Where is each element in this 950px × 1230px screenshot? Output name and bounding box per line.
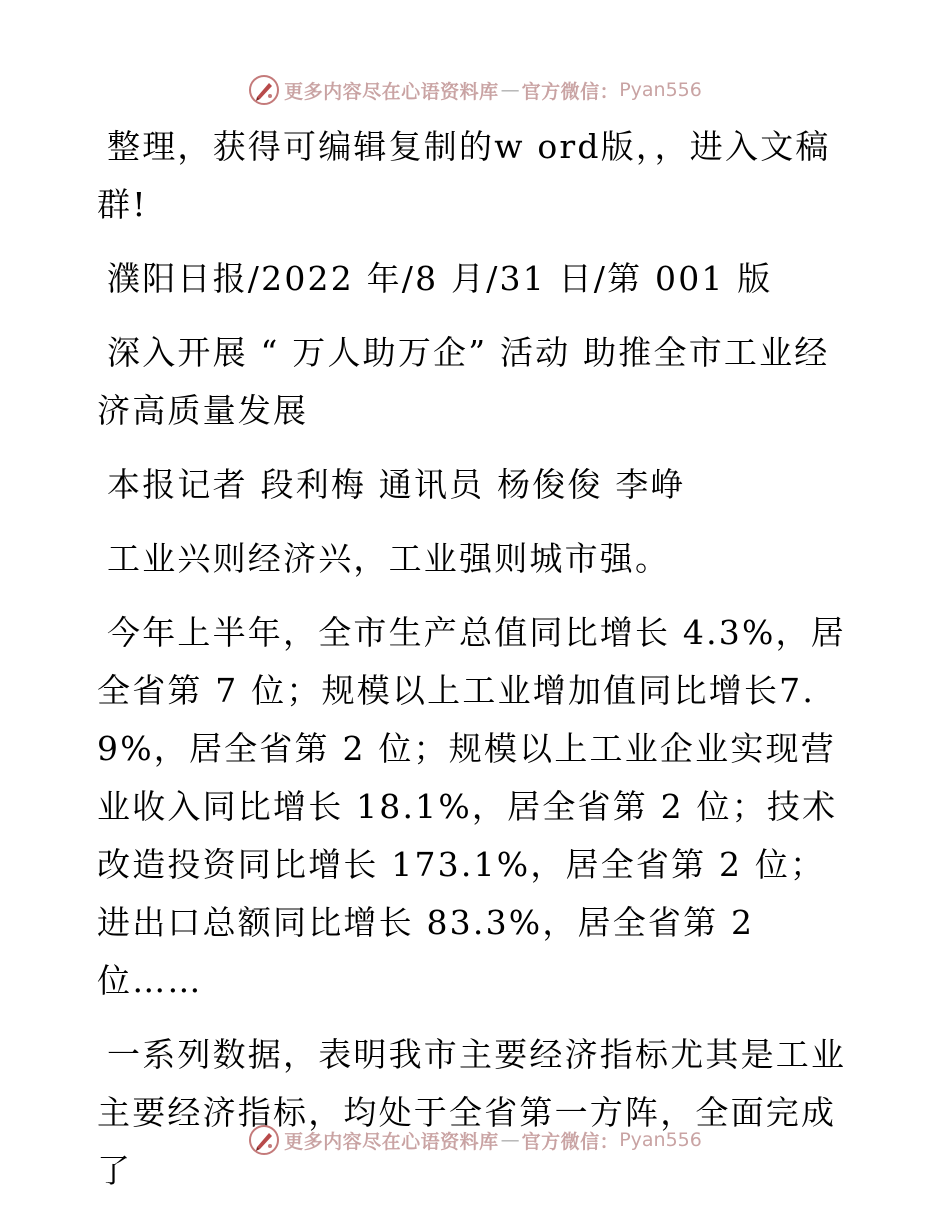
paragraph-statistics: 今年上半年，全市生产总值同比增长 4.3%，居全省第 7 位；规模以上工业增加值同比增长7.9%，居全省第 2 位；规模以上工业企业实现营业收入同比增长 18.1%，居全省第 2 位；技术改造投资同比增长 173.1%，居全省第 2 位；进出口总额同比增长 83.3%，居全省第 2 位…… — [97, 613, 846, 1000]
paragraph-source: 濮阳日报/2022 年/8 月/31 日/第 001 版 — [107, 259, 773, 298]
watermark-dash: — — [500, 1129, 520, 1151]
header-watermark — [0, 70, 950, 110]
document-body — [97, 118, 857, 1216]
pen-logo-icon — [248, 74, 280, 106]
article-title: 深入开展 “ 万人助万企” 活动 助推全市工业经济高质量发展 — [97, 333, 830, 430]
watermark-account: Pyan556 — [619, 79, 702, 101]
paragraph-lead: 工业兴则经济兴，工业强则城市强。 — [107, 539, 671, 578]
watermark-account: Pyan556 — [619, 1129, 702, 1151]
watermark-site-text: 更多内容尽在心语资料库 — [284, 80, 499, 103]
watermark-official-text: 官方微信： — [521, 80, 620, 103]
footer-watermark — [0, 1120, 950, 1160]
watermark-dash: — — [500, 79, 520, 101]
article-byline: 本报记者 段利梅 通讯员 杨俊俊 李峥 — [107, 465, 686, 504]
paragraph-intro: 整理，获得可编辑复制的w ord版，，进入文稿群! — [97, 127, 831, 224]
watermark-site-text: 更多内容尽在心语资料库 — [284, 1130, 499, 1153]
paragraph-summary: 一系列数据，表明我市主要经济指标尤其是工业主要经济指标，均处于全省第一方阵，全面完成了 — [97, 1035, 847, 1190]
watermark-official-text: 官方微信： — [521, 1130, 620, 1153]
pen-logo-icon — [248, 1124, 280, 1156]
